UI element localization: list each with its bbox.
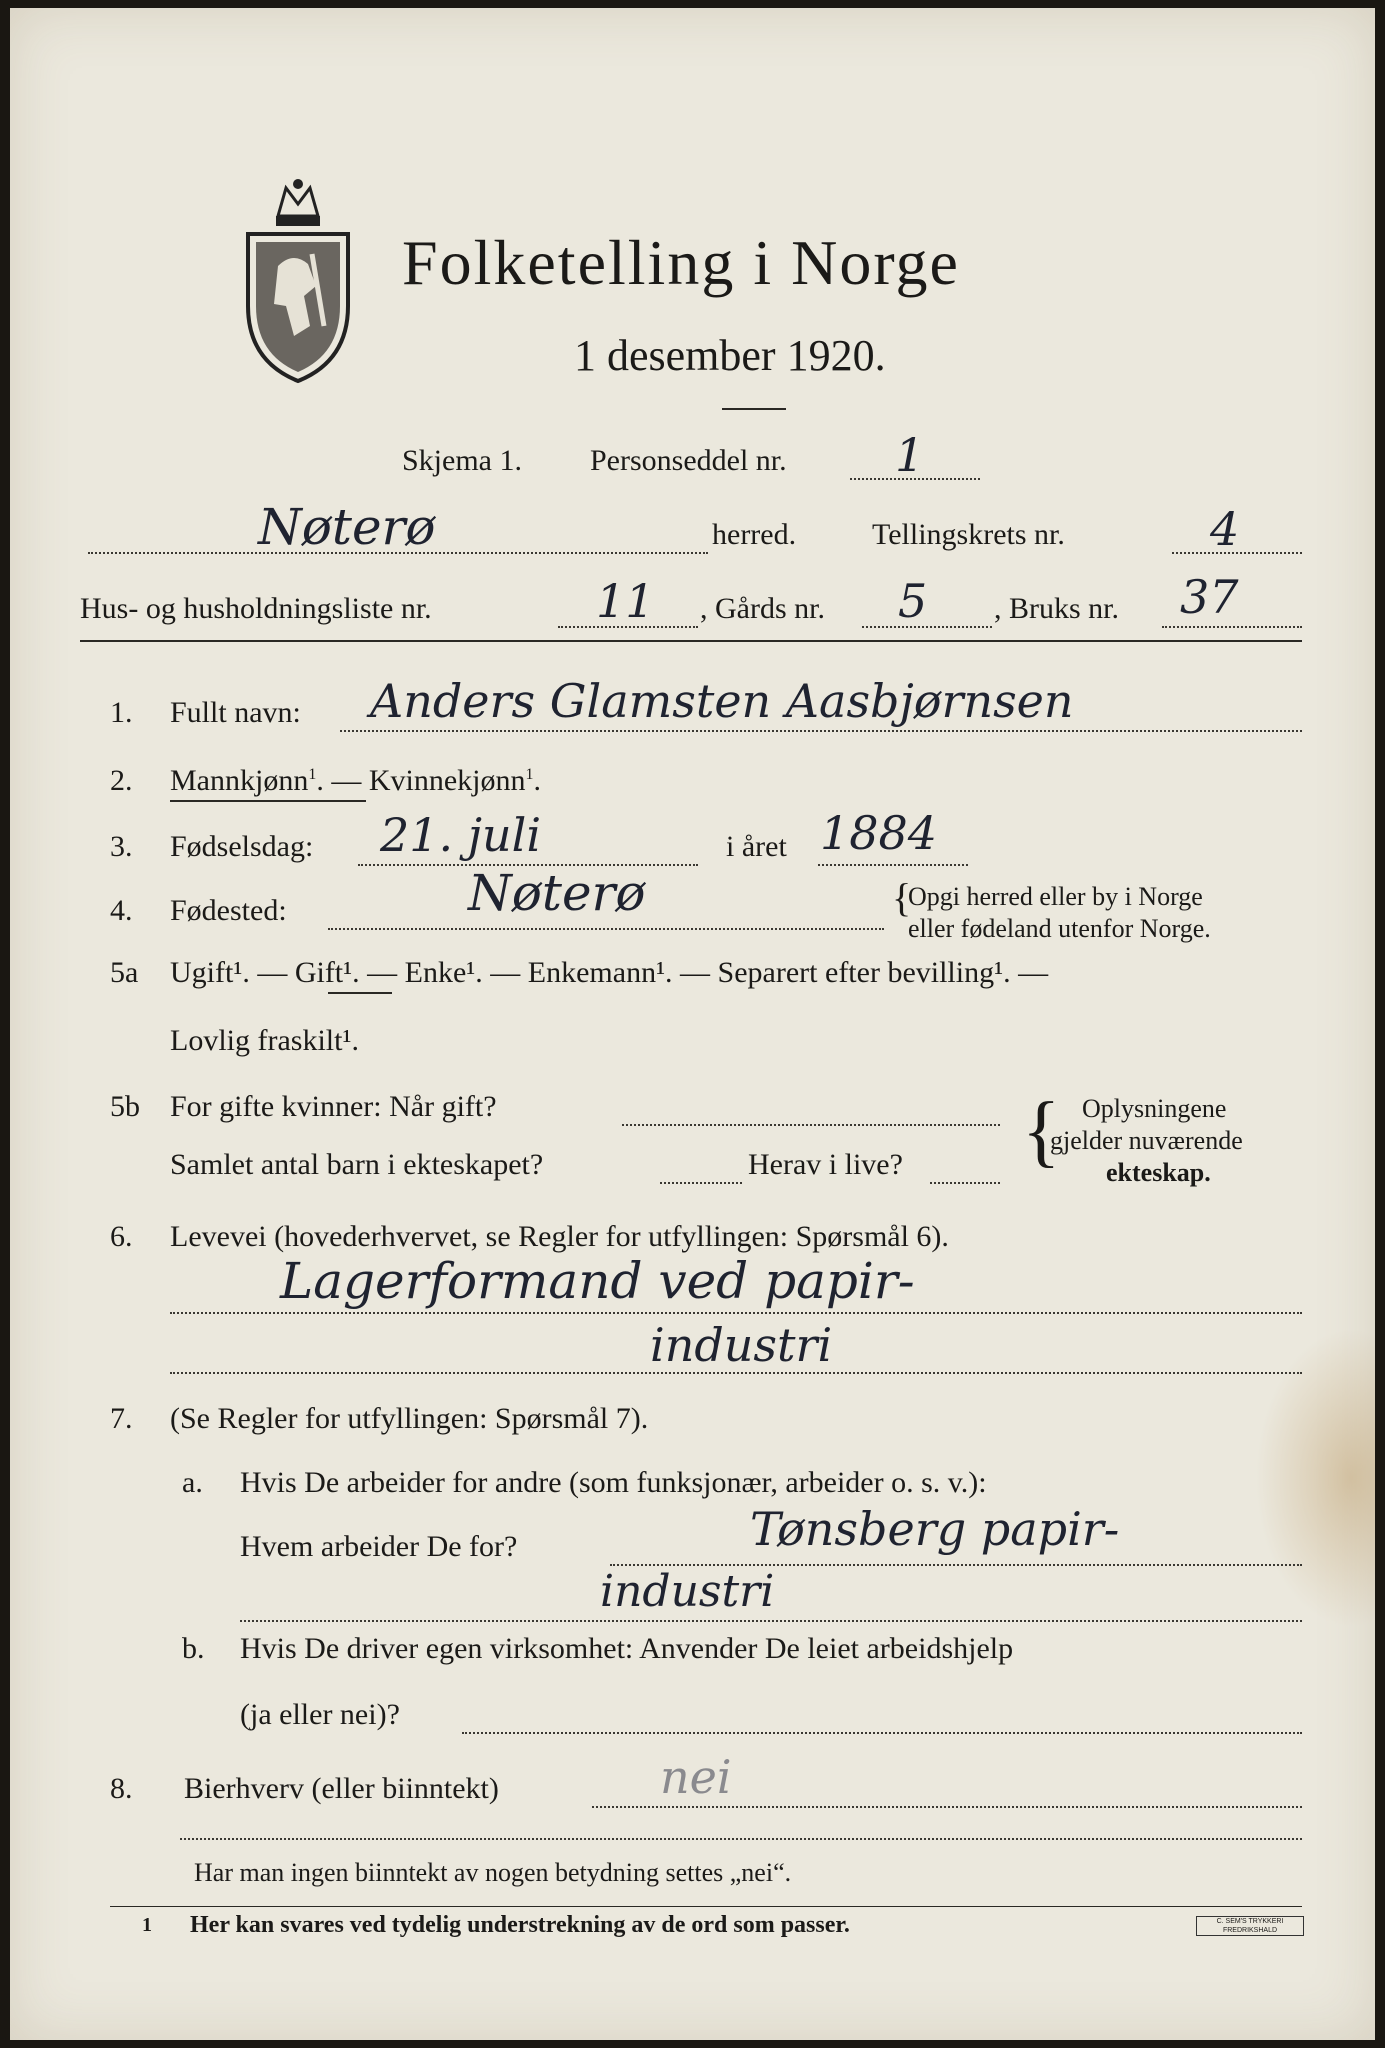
q7-number: 7. (110, 1402, 133, 1435)
herred-value: Nøterø (258, 498, 436, 556)
q3-number: 3. (110, 830, 133, 863)
q7a-number: a. (182, 1466, 203, 1499)
occupation-value-1: Lagerformand ved papir- (280, 1252, 915, 1310)
sex-separator: — (331, 764, 362, 797)
occupation-value-2: industri (650, 1318, 833, 1372)
birth-year-line (818, 864, 968, 866)
female-dot: . (533, 764, 541, 797)
footnote-number: 1 (142, 1914, 152, 1936)
personseddel-value: 1 (895, 428, 925, 482)
gift-underline (328, 992, 392, 994)
birthplace-line (328, 928, 884, 930)
form-title: Folketelling i Norge (402, 227, 960, 298)
q1-line (340, 730, 1302, 732)
occupation-line-1 (170, 1312, 1302, 1314)
bruks-label: , Bruks nr. (994, 592, 1120, 625)
children-alive-line (930, 1182, 1000, 1184)
q6-label: Levevei (hovederhvervet, se Regler for utfyllingen: Spørsmål 6). (170, 1220, 949, 1253)
header-divider (80, 640, 1302, 642)
hus-label: Hus- og husholdningsliste nr. (80, 592, 432, 625)
q1-label: Fullt navn: (170, 696, 301, 729)
norwegian-coat-of-arms-icon (238, 176, 358, 386)
children-total-line (660, 1182, 742, 1184)
q7b-line-2: (ja eller nei)? (240, 1698, 400, 1731)
q8-label: Bierhverv (eller biinntekt) (184, 1772, 499, 1805)
q4-label: Fødested: (170, 894, 287, 927)
male-footnote-mark: 1 (308, 766, 317, 783)
birthplace-note-1: Opgi herred eller by i Norge (908, 882, 1203, 911)
children-total-label: Samlet antal barn i ekteskapet? (170, 1148, 544, 1181)
birthplace-value: Nøterø (468, 864, 646, 922)
footnote-text: Her kan svares ved tydelig understrekning av de ord som passer. (190, 1912, 850, 1938)
q2-number: 2. (110, 764, 133, 797)
marriage-note-1: Oplysningene (1082, 1094, 1227, 1123)
no-income-note: Har man ingen biinntekt av nogen betydning settes „nei“. (194, 1858, 792, 1887)
q7b-line-1: Hvis De driver egen virksomhet: Anvender De leiet arbeidshjelp (240, 1632, 1014, 1665)
year-label: i året (726, 830, 787, 863)
birthplace-note-brace: { (892, 875, 912, 920)
marriage-note-3: ekteskap. (1106, 1158, 1211, 1187)
married-when-line (622, 1124, 1000, 1126)
tellingskrets-label: Tellingskrets nr. (872, 518, 1065, 551)
occupation-line-2 (170, 1372, 1302, 1374)
birth-year-value: 1884 (820, 806, 938, 860)
birthplace-note-2: eller fødeland utenfor Norge. (908, 914, 1211, 943)
personseddel-label: Personseddel nr. (590, 444, 787, 477)
male-dot: . (316, 764, 324, 797)
q5a-number: 5a (110, 956, 139, 989)
side-income-value: nei (660, 1750, 732, 1804)
children-alive-label: Herav i live? (748, 1148, 903, 1181)
q7a-line-1: Hvis De arbeider for andre (som funksjonær, arbeider o. s. v.): (240, 1466, 987, 1499)
female-label: Kvinnekjønn (368, 764, 526, 797)
herred-label: herred. (712, 518, 797, 551)
footnote-divider (110, 1906, 1302, 1907)
q7-label: (Se Regler for utfyllingen: Spørsmål 7). (170, 1402, 649, 1435)
bruks-line (1162, 626, 1302, 628)
employer-line-2 (240, 1620, 1302, 1622)
marital-status-options: Ugift¹. — Gift¹. — Enke¹. — Enkemann¹. — Separert efter bevilling¹. — (170, 956, 1049, 989)
tellingskrets-value: 4 (1210, 502, 1240, 556)
marriage-note-brace: { (1022, 1087, 1061, 1175)
employer-value-1: Tønsberg papir- (750, 1502, 1120, 1556)
bottom-line (180, 1838, 1302, 1840)
census-form-page (10, 8, 1375, 2040)
hired-help-line (462, 1732, 1302, 1734)
birthday-value: 21. juli (380, 808, 542, 862)
employer-value-2: industri (600, 1566, 775, 1617)
female-footnote-mark: 1 (525, 766, 534, 783)
q1-number: 1. (110, 696, 133, 729)
q5b-number: 5b (110, 1090, 140, 1123)
male-option (170, 764, 541, 798)
gards-label: , Gårds nr. (700, 592, 825, 625)
printer-stamp: C. SEM'S TRYKKERI FREDRIKSHALD (1196, 1916, 1304, 1936)
q3-label: Fødselsdag: (170, 830, 314, 863)
bruks-value: 37 (1180, 570, 1239, 624)
gards-value: 5 (898, 574, 928, 628)
q4-number: 4. (110, 894, 133, 927)
marriage-note-2: gjelder nuværende (1050, 1126, 1243, 1155)
title-divider (722, 408, 786, 410)
male-label: Mannkjønn (170, 764, 309, 797)
q6-number: 6. (110, 1220, 133, 1253)
full-name-value: Anders Glamsten Aasbjørnsen (370, 674, 1074, 728)
hus-value: 11 (596, 574, 655, 628)
lovlig-fraskilt-option: Lovlig fraskilt¹. (170, 1024, 359, 1057)
census-date: 1 desember 1920. (574, 331, 886, 380)
side-income-line (592, 1806, 1302, 1808)
q7a-line-2: Hvem arbeider De for? (240, 1530, 518, 1563)
male-underline (170, 800, 366, 802)
skjema-label: Skjema 1. (402, 444, 522, 477)
q8-number: 8. (110, 1772, 133, 1805)
married-when-label: For gifte kvinner: Når gift? (170, 1090, 497, 1123)
q7b-number: b. (182, 1632, 205, 1665)
